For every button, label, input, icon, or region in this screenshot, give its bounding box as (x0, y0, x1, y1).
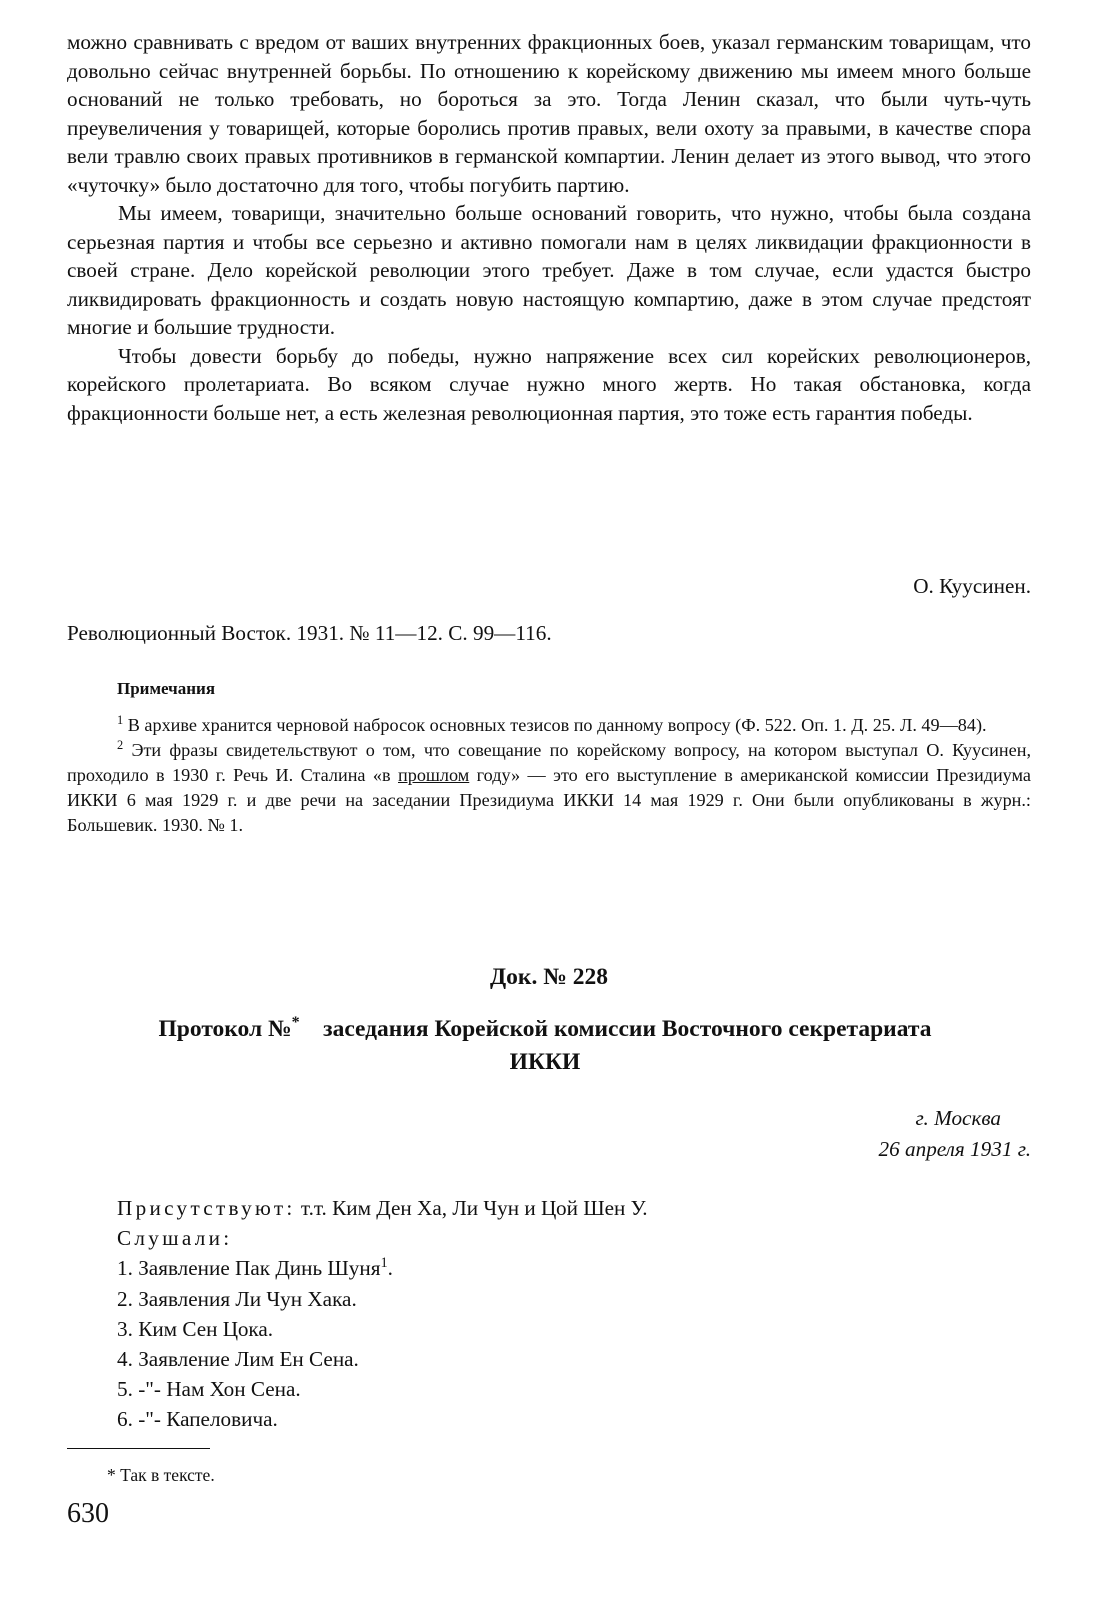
list-item: 5. -"- Нам Хон Сена. (117, 1377, 301, 1402)
paragraph: можно сравнивать с вредом от ваших внутренних фракционных боев, указал германским товарищам, что довольно сейчас внутренней борьбы. По отношению к корейскому движению мы имеем много больше оснований не только требовать, но бороться за это. Тогда Ленин сказал, что были чуть-чуть преувеличения у товарищей, которые боролись против правых, вели охоту за правыми, в качестве спора вели травлю своих правых противников в германской компартии. Ленин делает из этого вывод, что этого «чуточку» было достаточно для того, чтобы погубить партию. (67, 30, 1031, 197)
item-footnote-marker: 1 (380, 1255, 388, 1272)
place-and-date (879, 1103, 1031, 1165)
present-names: т.т. Ким Ден Ха, Ли Чун и Цой Шен У. (300, 1196, 648, 1220)
notes-heading: Примечания (117, 679, 216, 698)
present-label: Присутствуют: (117, 1196, 296, 1220)
place: г. Москва (915, 1106, 1001, 1130)
note-marker: 1 (117, 713, 124, 728)
page-number: 630 (67, 1498, 109, 1529)
note-2 (67, 738, 1031, 838)
heard-line (117, 1223, 648, 1253)
paragraph: Чтобы довести борьбу до победы, нужно напряжение всех сил корейских революционеров, корейского пролетариата. Во всяком случае нужно много жертв. Но такая обстановка, когда фракционности больше нет, а есть железная революционная партия, это тоже есть гарантия победы. (67, 343, 1031, 425)
title-footnote-marker: * (291, 1014, 300, 1032)
author-signature: О. Куусинен. (913, 574, 1031, 598)
list-item: 4. Заявление Лим Ен Сена. (117, 1347, 359, 1372)
note-text: году» — это его выступление в американской комиссии Президиума ИККИ 6 мая 1929 г. и две речи на заседании Президиума ИККИ 14 мая 1929 г. Они были опубликованы в журн.: Большевик. 1930. № 1. (67, 765, 1031, 835)
footnote-divider (67, 1448, 210, 1449)
note-marker: 2 (117, 738, 124, 753)
list-item: 3. Ким Сен Цока. (117, 1316, 274, 1341)
source-citation: Революционный Восток. 1931. № 11—12. С. 99—116. (67, 621, 552, 645)
list-item: 6. -"- Капеловича. (117, 1407, 278, 1432)
notes-section (67, 713, 1031, 838)
document-number: Док. № 228 (490, 964, 608, 990)
title-part: заседания Корейской комиссии Восточного секретариата ИККИ (323, 1016, 932, 1075)
list-item: 2. Заявления Ли Чун Хака. (117, 1286, 357, 1311)
note-text: В архиве хранится черновой набросок основных тезисов по данному вопросу (Ф. 522. Оп. 1. Д. 25. Л. 49—84). (123, 715, 987, 735)
underlined-word: прошлом (398, 765, 470, 785)
list-item: 1. Заявление Пак Динь Шуня$^1$. (117, 1255, 393, 1281)
note-1 (67, 713, 1031, 738)
protocol-body (117, 1193, 648, 1435)
title-part: Протокол № (158, 1016, 292, 1042)
heard-label: Слушали: (117, 1226, 233, 1251)
main-text (67, 28, 1031, 427)
date: 26 апреля 1931 г. (878, 1137, 1031, 1161)
paragraph: Мы имеем, товарищи, значительно больше оснований говорить, что нужно, чтобы была создана серьезная партия и чтобы все серьезно и активно помогали нам в целях ликвидации фракционности в своей стране. Дело корейской революции этого требует. Даже в том случае, если удастся быстро ликвидировать фракционность и создать новую настоящую компартию, даже в этом случае предстоят многие и большие трудности. (67, 201, 1031, 339)
document-title (145, 1013, 945, 1079)
page-footnote: * Так в тексте. (107, 1465, 215, 1485)
attendees-line (117, 1193, 648, 1223)
note-text: Эти фразы свидетельствуют о том, что совещание по корейскому вопросу, на котором выступал О. Куусинен, проходило в 1930 г. Речь И. Сталина «в (67, 740, 1031, 785)
